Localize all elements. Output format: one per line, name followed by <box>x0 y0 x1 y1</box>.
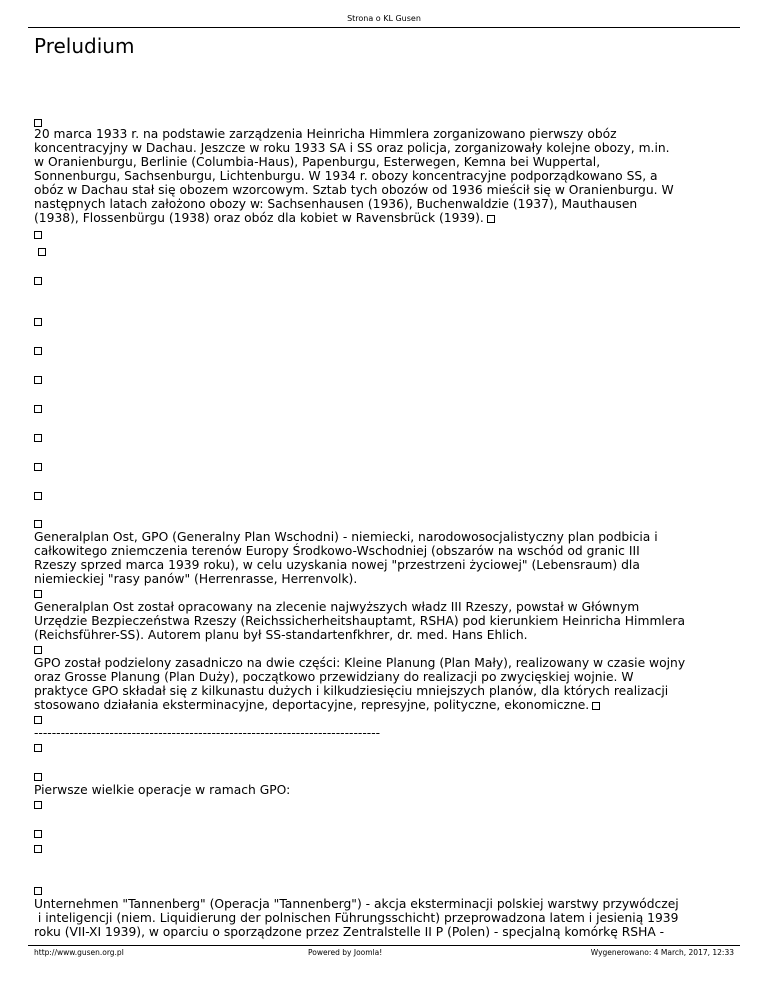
placeholder-box <box>34 712 42 726</box>
placeholder-box <box>34 273 42 287</box>
text-line: Generalplan Ost został opracowany na zlecenie najwyższych władz III Rzeszy, powstał w Głównym <box>34 600 640 614</box>
text-line: Generalplan Ost, GPO (Generalny Plan Wschodni) - niemiecki, narodowosocjalistyczny plan podbicia i <box>34 530 658 544</box>
text-line: oraz Grosse Planung (Plan Duży), początkowo przewidziany do realizacji po zwycięskiej wojnie. W <box>34 670 634 684</box>
text-line: koncentracyjny w Dachau. Jeszcze w roku 1933 SA i SS oraz policja, zorganizowały kolejne obozy, m.in. <box>34 141 670 155</box>
page-title: Preludium <box>34 34 135 58</box>
text-line: w Oranienburgu, Berlinie (Columbia-Haus), Papenburgu, Esterwegen, Kemna bei Wuppertal, <box>34 155 601 169</box>
dashed-divider: ------------------------------------------------------------------------------ <box>34 726 381 740</box>
placeholder-box <box>34 826 42 840</box>
footer-powered-by: Powered by Joomla! <box>308 948 383 957</box>
text-line: całkowitego zniemczenia terenów Europy Środkowo-Wschodniej (obszarów na wschód od granic III <box>34 544 640 558</box>
placeholder-box <box>34 372 42 386</box>
placeholder-box <box>34 459 42 473</box>
placeholder-box <box>34 401 42 415</box>
text-line: Sonnenburgu, Sachsenburgu, Lichtenburgu. W 1934 r. obozy koncentracyjne podporządkowano SS, a <box>34 169 658 183</box>
placeholder-box <box>34 343 42 357</box>
placeholder-box <box>34 769 42 783</box>
placeholder-box <box>34 642 42 656</box>
placeholder-box <box>34 797 42 811</box>
text-line: następnych latach założono obozy w: Sachsenhausen (1936), Buchenwaldzie (1937), Mauthausen <box>34 197 638 211</box>
text-line-content: (1938), Flossenbürgu (1938) oraz obóz dla kobiet w Ravensbrück (1939). <box>34 211 484 225</box>
text-line: niemieckiej "rasy panów" (Herrenrasse, Herrenvolk). <box>34 572 358 586</box>
placeholder-box <box>34 314 42 328</box>
placeholder-box <box>34 740 42 754</box>
text-line <box>34 698 600 712</box>
text-line: praktyce GPO składał się z kilkunastu dużych i kilkudziesięciu mniejszych planów, dla których realizacji <box>34 684 669 698</box>
footer-divider <box>28 945 740 946</box>
text-line: Pierwsze wielkie operacje w ramach GPO: <box>34 783 291 797</box>
placeholder-box <box>34 488 42 502</box>
text-line: (Reichsführer-SS). Autorem planu był SS-standartenfkhrer, dr. med. Hans Ehlich. <box>34 628 528 642</box>
placeholder-box <box>34 227 42 241</box>
placeholder-box <box>592 702 600 710</box>
placeholder-box <box>38 244 46 258</box>
text-line: obóz w Dachau stał się obozem wzorcowym. Sztab tych obozów od 1936 mieścił się w Oranienburgu. W <box>34 183 674 197</box>
text-line: 20 marca 1933 r. na podstawie zarządzenia Heinricha Himmlera zorganizowano pierwszy obóz <box>34 127 617 141</box>
text-line <box>34 211 495 225</box>
text-line: roku (VII-XI 1939), w oparciu o sporządzone przez Zentralstelle II P (Polen) - specjalną komórkę RSHA - <box>34 925 665 939</box>
placeholder-box <box>34 841 42 855</box>
text-line-content: stosowano działania eksterminacyjne, deportacyjne, represyjne, polityczne, ekonomiczne. <box>34 698 590 712</box>
header-site-title: Strona o KL Gusen <box>347 14 421 23</box>
placeholder-box <box>34 430 42 444</box>
placeholder-box <box>34 883 42 897</box>
footer-url[interactable]: http://www.gusen.org.pl <box>34 948 124 957</box>
footer-generated-date: Wygenerowano: 4 March, 2017, 12:33 <box>590 948 734 957</box>
placeholder-box <box>34 586 42 600</box>
text-line: GPO został podzielony zasadniczo na dwie części: Kleine Planung (Plan Mały), realizowany w czasie wojny <box>34 656 686 670</box>
text-line: Unternehmen "Tannenberg" (Operacja "Tannenberg") - akcja eksterminacji polskiej warstwy przywódczej <box>34 897 679 911</box>
text-line: Urzędzie Bezpieczeństwa Rzeszy (Reichssicherheitshauptamt, RSHA) pod kierunkiem Heinricha Himmlera <box>34 614 685 628</box>
header-divider <box>28 27 740 28</box>
placeholder-box <box>34 516 42 530</box>
text-line: i inteligencji (niem. Liquidierung der polnischen Führungsschicht) przeprowadzona latem i jesienią 1939 <box>34 911 679 925</box>
placeholder-box <box>487 215 495 223</box>
text-line: Rzeszy sprzed marca 1939 roku), w celu uzyskania nowej "przestrzeni życiowej" (Lebensraum) dla <box>34 558 640 572</box>
